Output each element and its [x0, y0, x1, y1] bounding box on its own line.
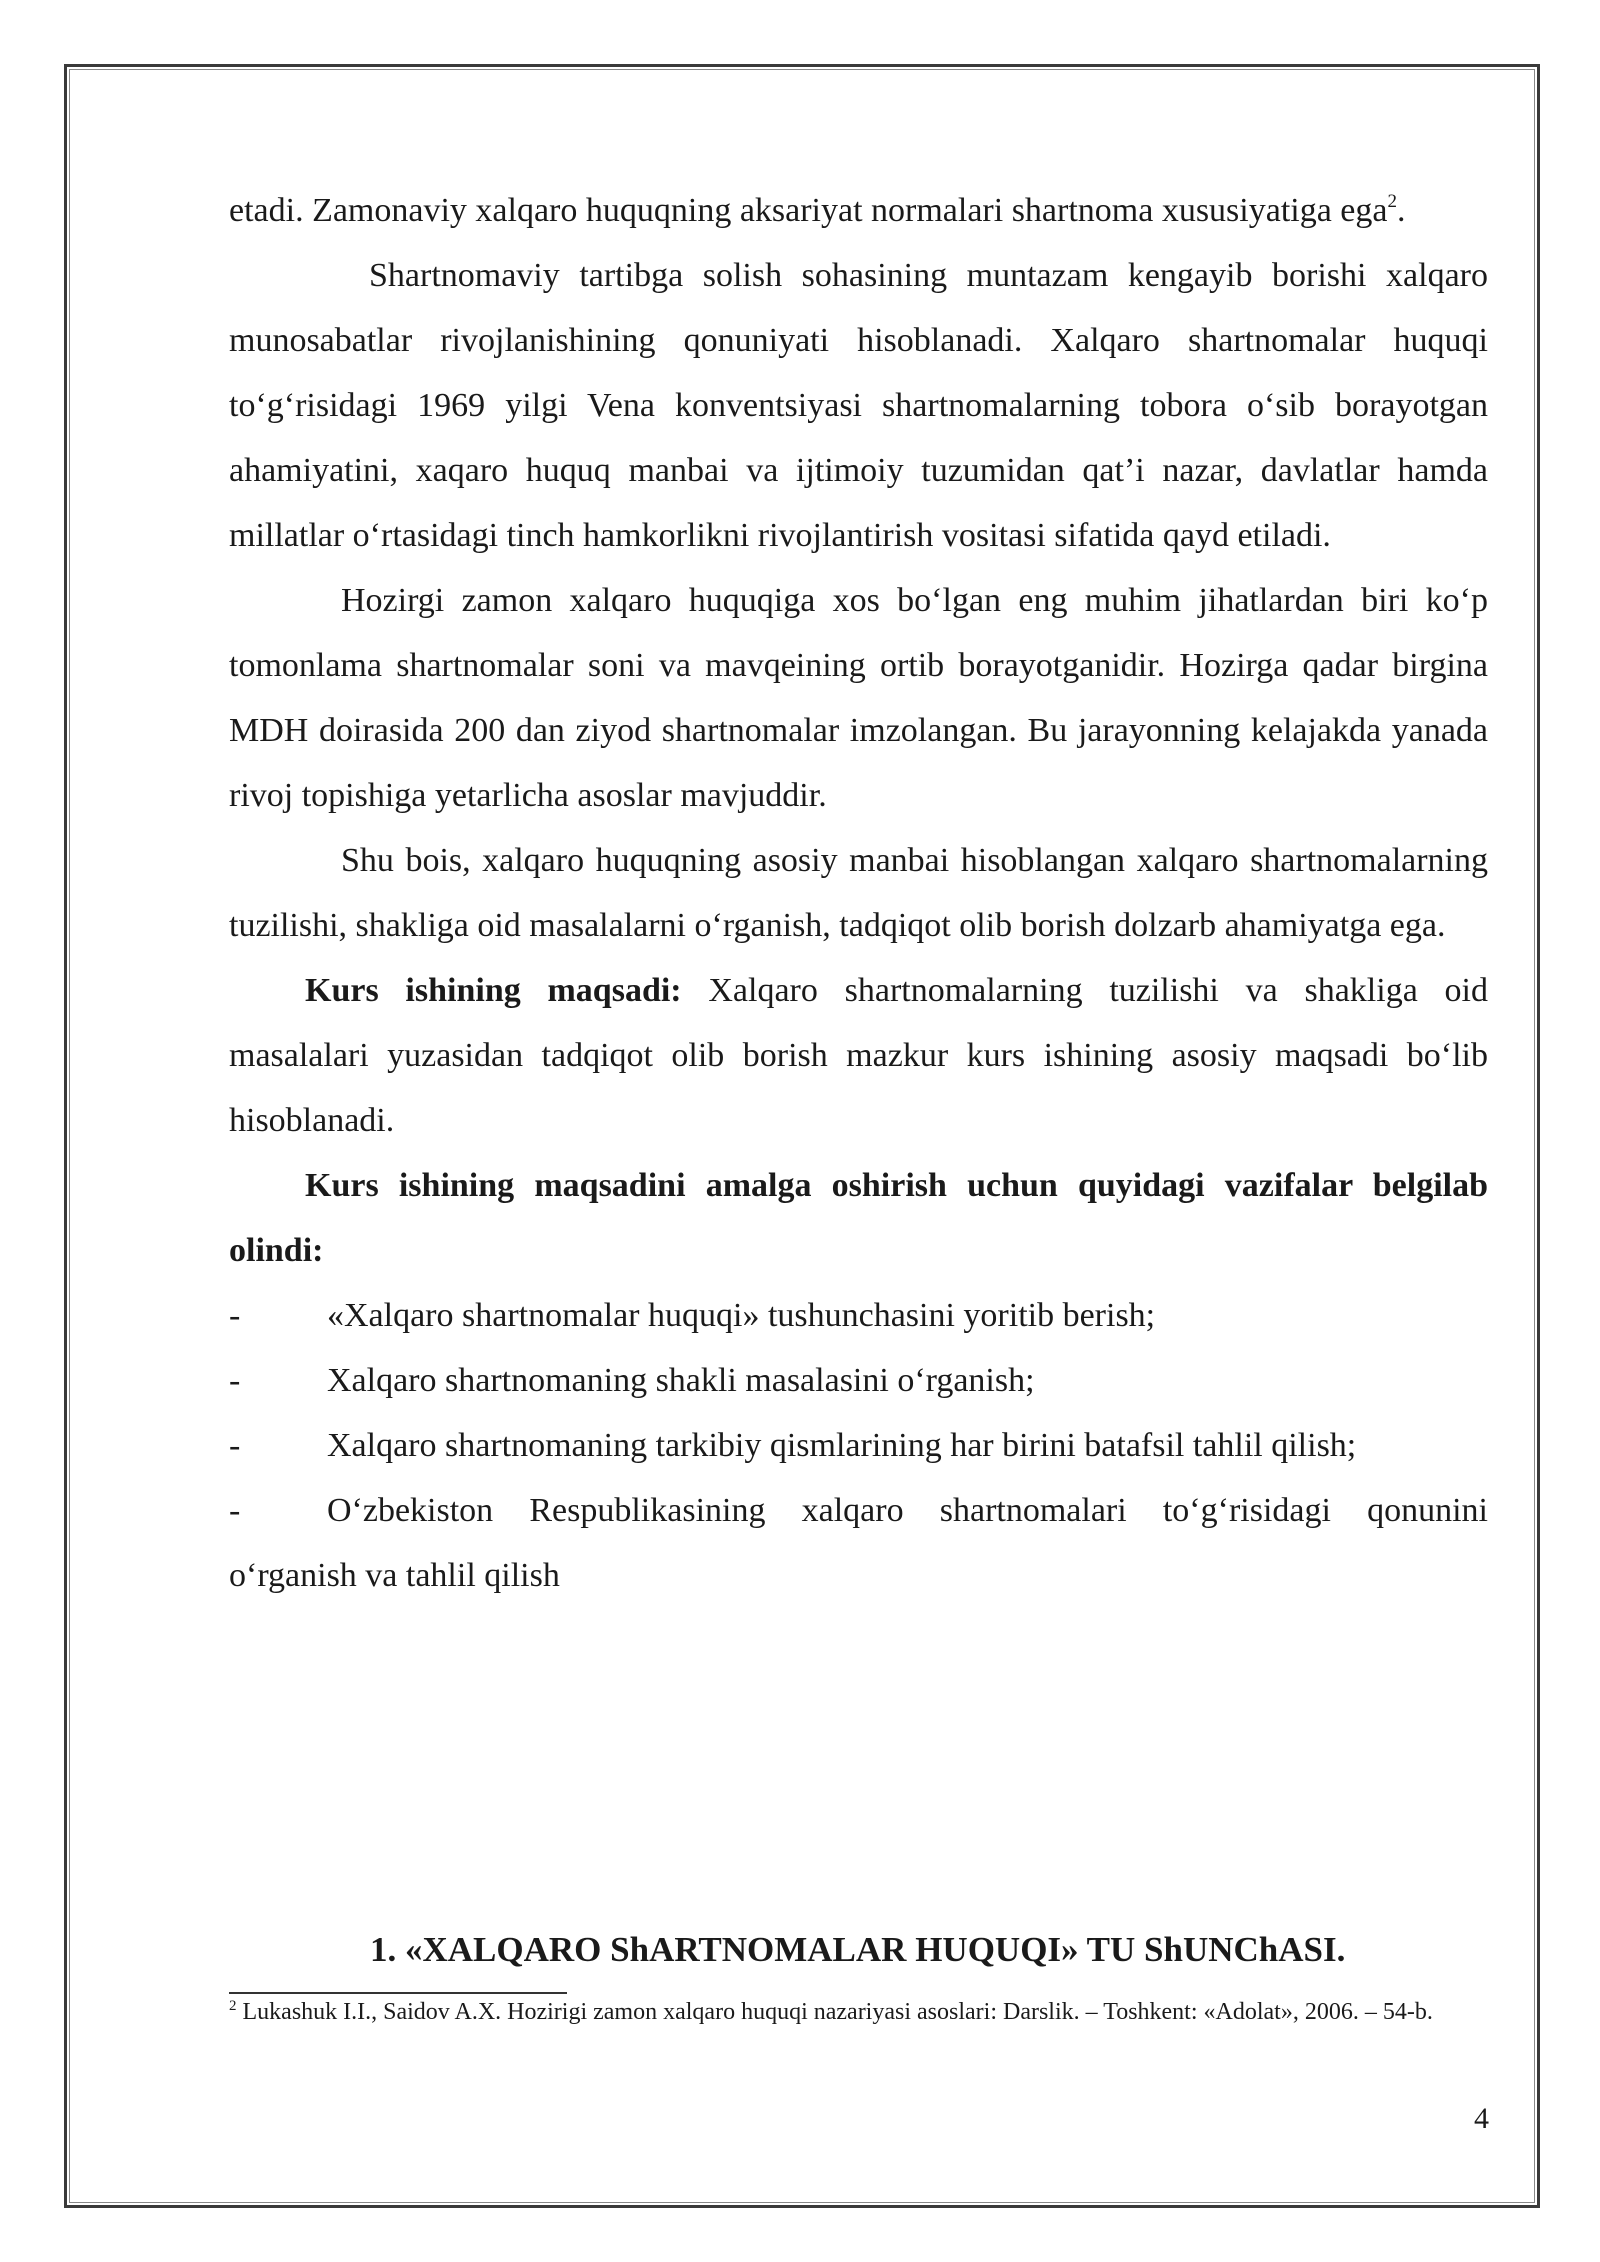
list-item-text: Xalqaro shartnomaning tarkibiy qismlarining har birini batafsil tahlil qilish;: [327, 1427, 1357, 1464]
list-item: [229, 1478, 1488, 1543]
goal-label: Kurs ishining maqsadi:: [305, 972, 682, 1009]
list-dash: -: [229, 1427, 241, 1464]
goal-text: Xalqaro shartnomalarning tuzilishi va shakliga oid masalalari yuzasidan tadqiqot olib borish mazkur kurs ishining asosiy maqsadi bo‘lib hisoblanadi.: [229, 972, 1488, 1139]
list-item-text: O‘zbekiston Respublikasining xalqaro shartnomalari to‘g‘risidagi qonunini: [327, 1492, 1488, 1529]
tasks-intro: [229, 1153, 1488, 1283]
paragraph-1: [229, 178, 1488, 243]
paragraph-1-text: etadi. Zamonaviy xalqaro huquqning aksariyat normalari shartnoma xususiyatiga ega: [229, 192, 1388, 229]
footnote-reference[interactable]: 2: [1387, 191, 1397, 212]
page-number: 4: [1474, 2102, 1489, 2135]
list-dash: -: [229, 1362, 241, 1399]
section-heading: 1. «XALQARO ShARTNOMALAR HUQUQI» TU ShUNChASI.: [370, 1930, 1346, 1969]
tasks-intro-label: Kurs ishining maqsadini amalga oshirish uchun quyidagi vazifalar belgilab olindi:: [229, 1167, 1488, 1269]
paragraph-3: Hozirgi zamon xalqaro huquqiga xos bo‘lgan eng muhim jihatlardan biri ko‘p tomonlama shartnomalar soni va mavqeining ortib borayotganidir. Hozirga qadar birgina MDH doirasida 200 dan ziyod shartnomalar imzolangan. Bu jarayonning kelajakda yanada rivoj topishiga yetarlicha asoslar mavjuddir.: [229, 582, 1488, 814]
task-list: [229, 1283, 1488, 1608]
paragraph-2: Shartnomaviy tartibga solish sohasining muntazam kengayib borishi xalqaro munosabatlar rivojlanishining qonuniyati hisoblanadi. Xalqaro shartnomalar huquqi to‘g‘risidagi 1969 yilgi Vena konventsiyasi shartnomalarning tobora o‘sib borayotgan ahamiyatini, xaqaro huquq manbai va ijtimoiy tuzumidan qat’i nazar, davlatlar hamda millatlar o‘rtasidagi tinch hamkorlikni rivojlantirish vositasi sifatida qayd etiladi.: [229, 257, 1488, 554]
document-body: [229, 178, 1488, 1608]
list-item-text: Xalqaro shartnomaning shakli masalasini o‘rganish;: [327, 1362, 1035, 1399]
paragraph-4: Shu bois, xalqaro huquqning asosiy manbai hisoblangan xalqaro shartnomalarning tuzilishi, shakliga oid masalalarni o‘rganish, tadqiqot olib borish dolzarb ahamiyatga ega.: [229, 842, 1488, 944]
footnote-marker: 2: [229, 1998, 237, 2014]
paragraph-1-end: .: [1397, 192, 1406, 229]
footnote-text: Lukashuk I.I., Saidov A.X. Hozirigi zamon xalqaro huquqi nazariyasi asoslari: Darslik. – Toshkent: «Adolat», 2006. – 54-b.: [236, 1999, 1433, 2025]
list-item-continuation: o‘rganish va tahlil qilish: [229, 1557, 560, 1594]
list-dash: -: [229, 1297, 241, 1334]
list-item-text: «Xalqaro shartnomalar huquqi» tushunchasini yoritib berish;: [327, 1297, 1156, 1334]
list-item: [229, 1348, 1488, 1413]
list-dash: -: [229, 1492, 241, 1529]
list-item: [229, 1413, 1488, 1478]
paragraph-goal: [229, 958, 1488, 1153]
footnote: [229, 1997, 1488, 2028]
footnote-separator: [229, 1992, 567, 1994]
list-item: [229, 1283, 1488, 1348]
